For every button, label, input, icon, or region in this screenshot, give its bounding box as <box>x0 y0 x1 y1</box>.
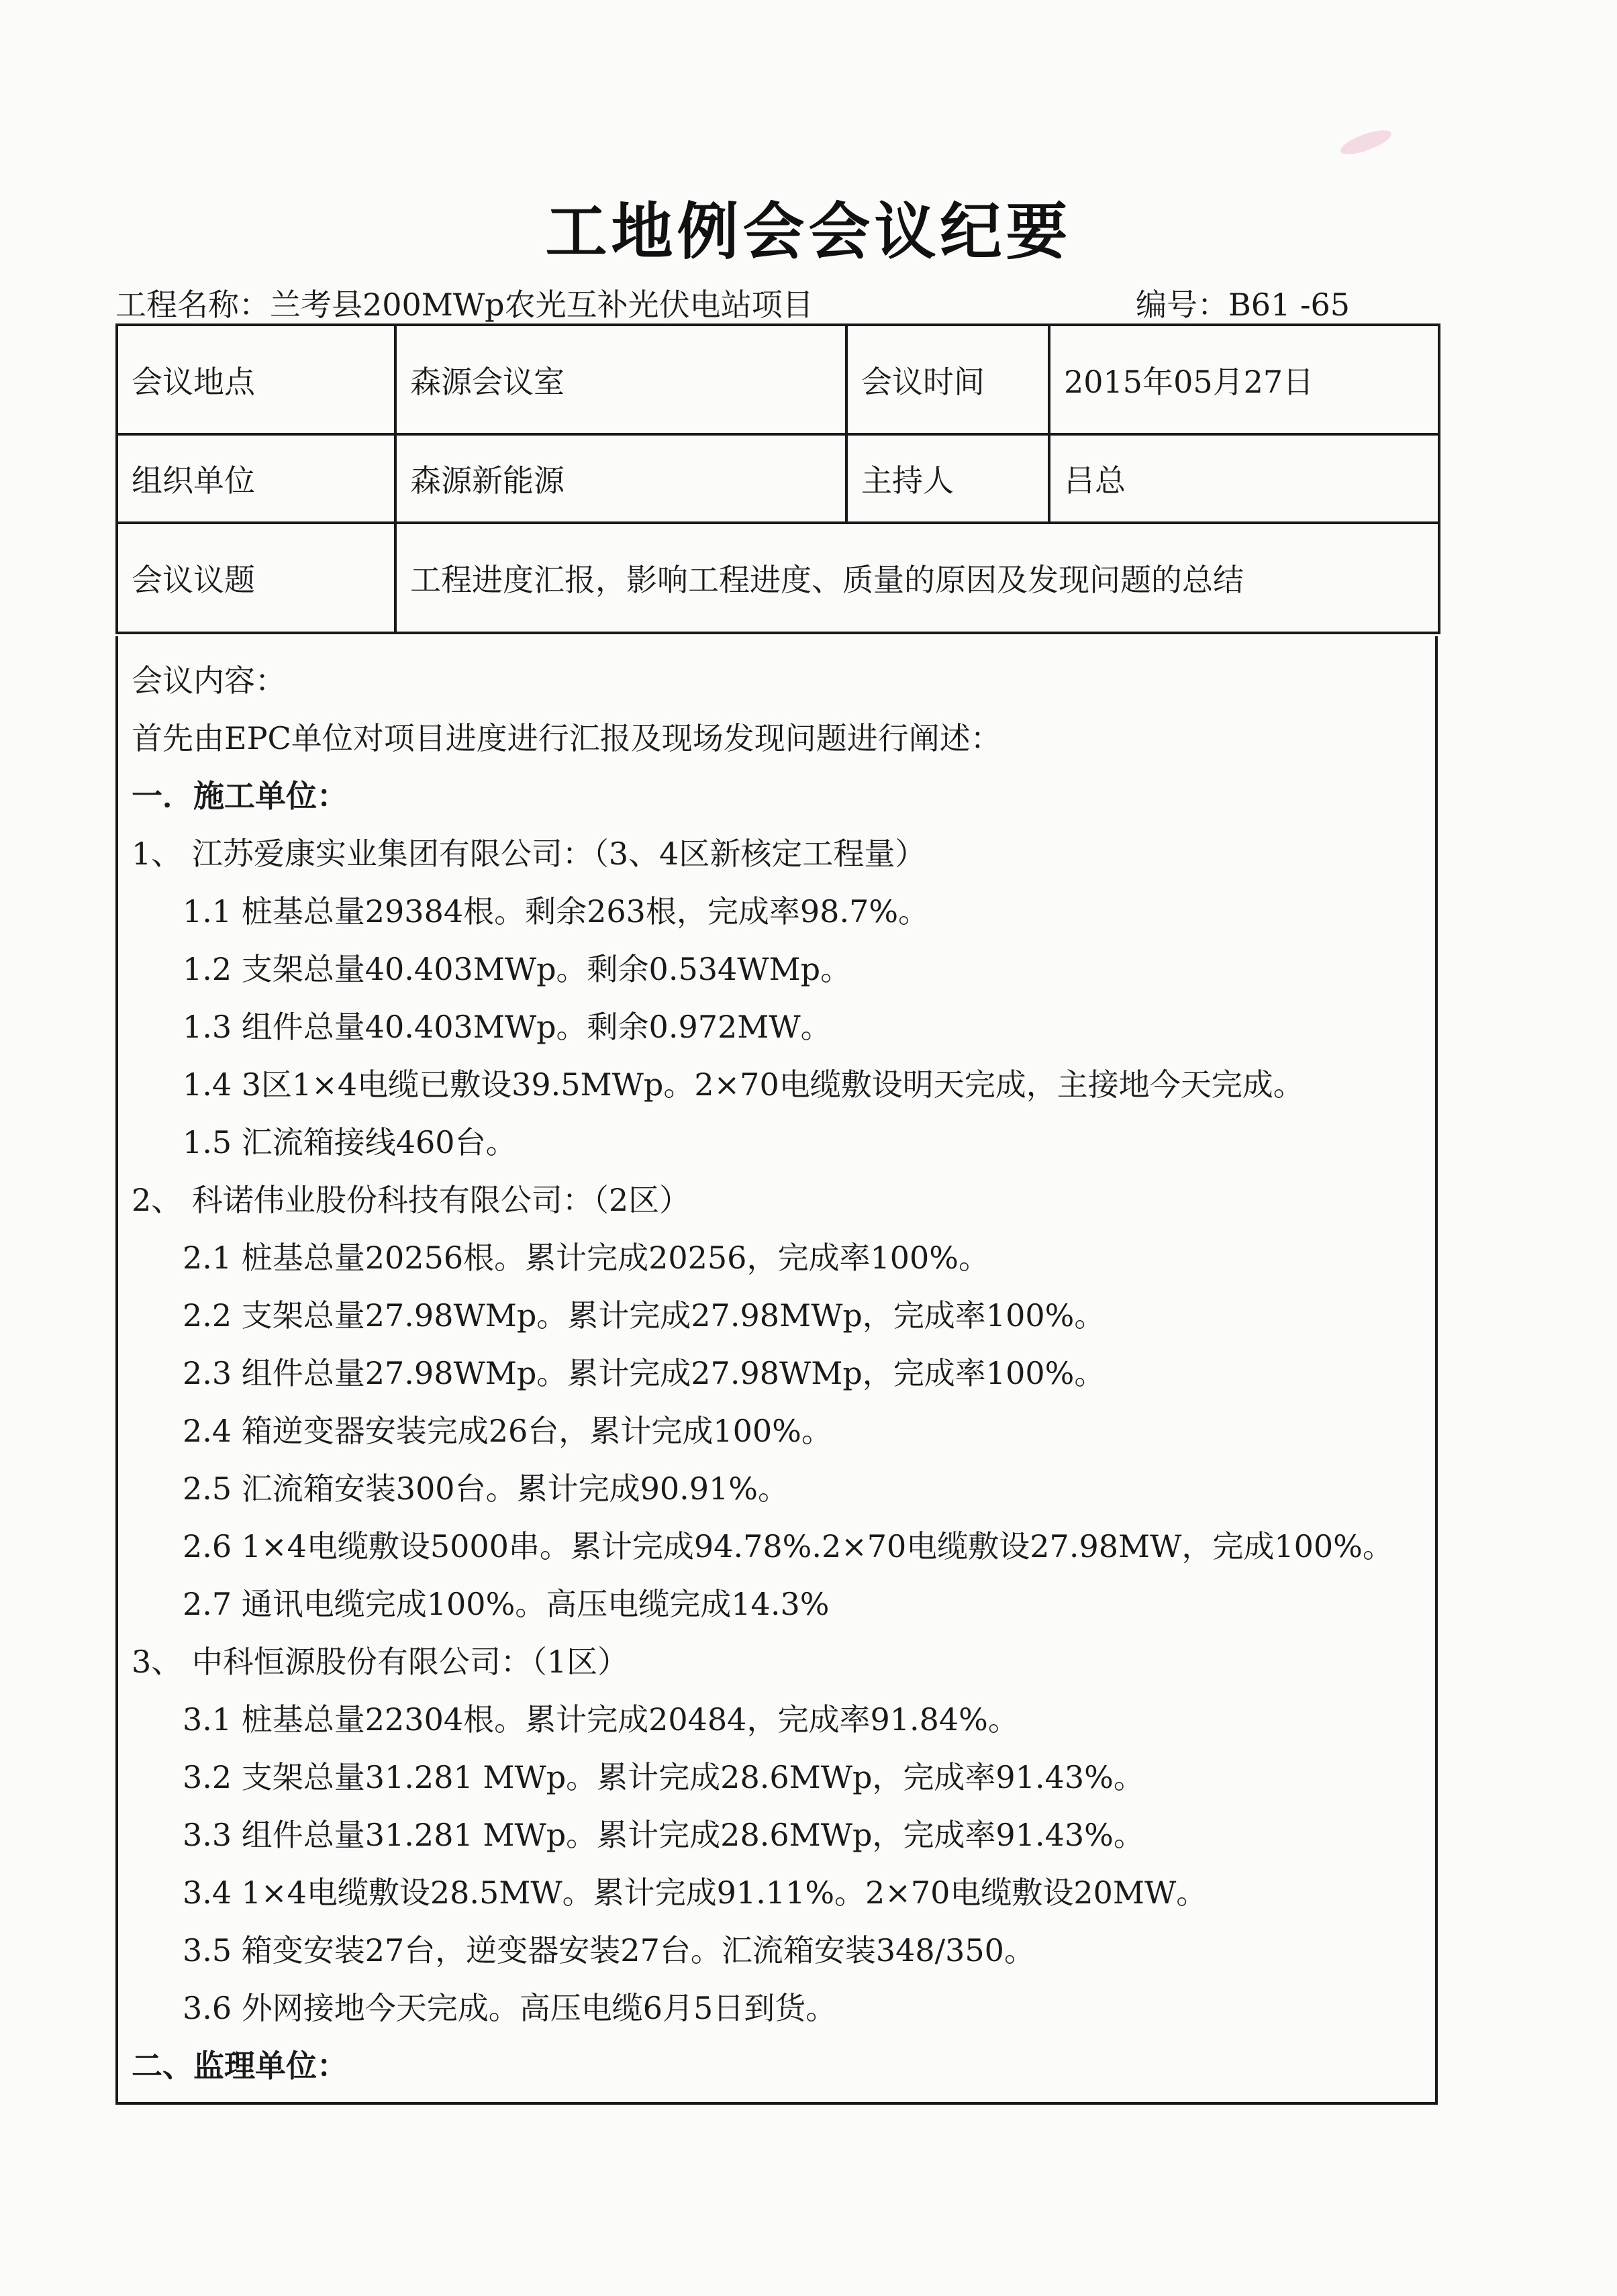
section-supervision-unit: 二、监理单位： <box>132 2048 348 2084</box>
company-2-item: 2.7 通讯电缆完成100%。高压电缆完成14.3% <box>183 1586 830 1622</box>
company-2-item: 2.4 箱逆变器安装完成26台，累计完成100%。 <box>183 1413 832 1449</box>
company-3-item: 3.1 桩基总量22304根。累计完成20484，完成率91.84%。 <box>183 1701 1019 1738</box>
company-3-item: 3.2 支架总量31.281 MWp。累计完成28.6MWp，完成率91.43%。 <box>183 1759 1144 1795</box>
info-row-location <box>117 325 1439 434</box>
content-intro: 首先由EPC单位对项目进度进行汇报及现场发现问题进行阐述： <box>132 720 1001 756</box>
project-name: 工程名称：兰考县200MWp农光互补光伏电站项目 <box>115 287 814 323</box>
company-1-item: 1.4 3区1×4电缆已敷设39.5MWp。2×70电缆敷设明天完成，主接地今天完成。 <box>183 1066 1304 1103</box>
location-value: 森源会议室 <box>395 325 846 434</box>
meta-row <box>115 281 1364 321</box>
organizer-label: 组织单位 <box>117 434 395 523</box>
topic-value: 工程进度汇报，影响工程进度、质量的原因及发现问题的总结 <box>395 523 1439 633</box>
host-label: 主持人 <box>846 434 1049 523</box>
company-3-item: 3.5 箱变安装27台，逆变器安装27台。汇流箱安装348/350。 <box>183 1932 1035 1968</box>
time-value: 2015年05月27日 <box>1049 325 1439 434</box>
company-3-item: 3.4 1×4电缆敷设28.5MW。累计完成91.11%。2×70电缆敷设20MW。 <box>183 1875 1208 1911</box>
company-1-title: 1、 江苏爱康实业集团有限公司：（3、4区新核定工程量） <box>132 836 926 872</box>
location-label: 会议地点 <box>117 325 395 434</box>
document-number: 编号：B61 -65 <box>1136 287 1351 323</box>
company-2-item: 2.5 汇流箱安装300台。累计完成90.91%。 <box>183 1470 789 1507</box>
company-2-item: 2.3 组件总量27.98WMp。累计完成27.98WMp，完成率100%。 <box>183 1355 1106 1391</box>
meeting-info-table <box>115 323 1440 634</box>
company-2-title: 2、 科诺伟业股份科技有限公司：（2区） <box>132 1182 691 1218</box>
info-row-organizer <box>117 434 1439 523</box>
company-3-item: 3.3 组件总量31.281 MWp。累计完成28.6MWp，完成率91.43%。 <box>183 1817 1144 1853</box>
organizer-value: 森源新能源 <box>395 434 846 523</box>
company-1-item: 1.1 桩基总量29384根。剩余263根，完成率98.7%。 <box>183 893 930 930</box>
company-1-item: 1.3 组件总量40.403MWp。剩余0.972MW。 <box>183 1009 832 1045</box>
content-heading: 会议内容： <box>132 662 286 699</box>
time-label: 会议时间 <box>846 325 1049 434</box>
document-title: 工地例会会议纪要 <box>545 196 1072 268</box>
topic-label: 会议议题 <box>117 523 395 633</box>
company-2-item: 2.1 桩基总量20256根。累计完成20256，完成率100%。 <box>183 1240 989 1276</box>
company-2-item: 2.2 支架总量27.98WMp。累计完成27.98MWp，完成率100%。 <box>183 1297 1106 1334</box>
company-1-item: 1.5 汇流箱接线460台。 <box>183 1124 517 1160</box>
company-1-item: 1.2 支架总量40.403MWp。剩余0.534WMp。 <box>183 951 852 987</box>
info-row-topic <box>117 523 1439 633</box>
paper-stain <box>1338 126 1393 159</box>
company-3-title: 3、 中科恒源股份有限公司：（1区） <box>132 1644 629 1680</box>
meeting-content-box <box>115 636 1438 2105</box>
host-value: 吕总 <box>1049 434 1439 523</box>
company-3-item: 3.6 外网接地今天完成。高压电缆6月5日到货。 <box>183 1990 837 2026</box>
section-construction-units: 一．施工单位： <box>132 778 348 814</box>
company-2-item: 2.6 1×4电缆敷设5000串。累计完成94.78%.2×70电缆敷设27.98MW，完成100%。 <box>183 1528 1393 1564</box>
